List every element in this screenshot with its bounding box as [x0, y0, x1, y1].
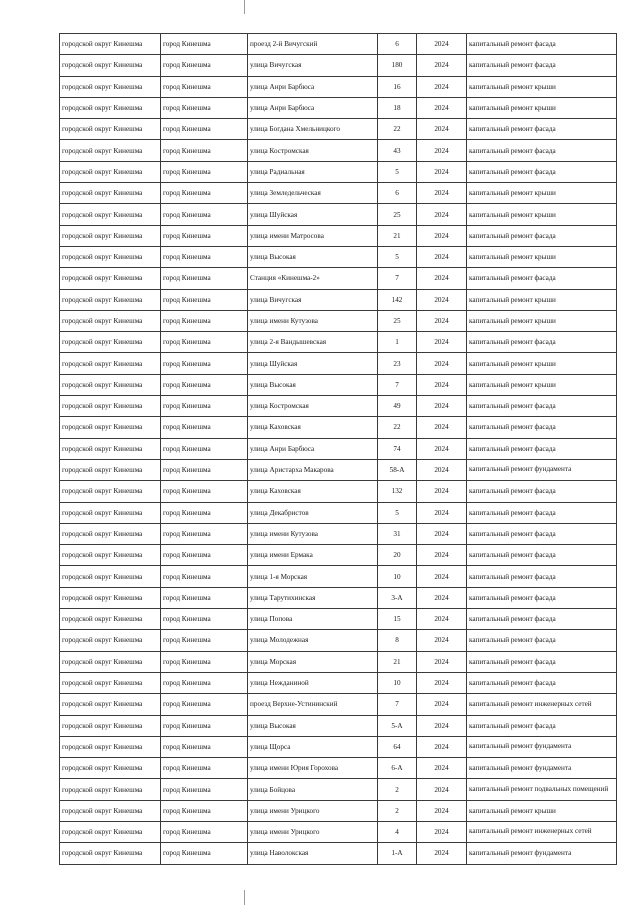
table-row: [60, 523, 617, 544]
table-row: [60, 651, 617, 672]
city-cell: город Кинешма: [161, 268, 248, 289]
table-row: [60, 481, 617, 502]
city-cell: город Кинешма: [161, 502, 248, 523]
district-cell: городской округ Кинешма: [60, 140, 161, 161]
work-type-cell: капитальный ремонт подвальных помещений: [467, 779, 617, 800]
city-cell: город Кинешма: [161, 630, 248, 651]
street-cell: проезд 2-й Вичугский: [248, 34, 378, 55]
district-cell: городской округ Кинешма: [60, 459, 161, 480]
district-cell: городской округ Кинешма: [60, 55, 161, 76]
street-cell: улица имени Юрия Горохова: [248, 758, 378, 779]
street-cell: улица Вичугская: [248, 55, 378, 76]
work-type-cell: капитальный ремонт фасада: [467, 651, 617, 672]
street-cell: улица Радиальная: [248, 161, 378, 182]
table-row: [60, 161, 617, 182]
year-cell: 2024: [417, 459, 467, 480]
street-cell: улица Высокая: [248, 246, 378, 267]
street-cell: улица Костромская: [248, 140, 378, 161]
city-cell: город Кинешма: [161, 481, 248, 502]
year-cell: 2024: [417, 609, 467, 630]
house-number-cell: 6-А: [378, 758, 417, 779]
table-row: [60, 332, 617, 353]
district-cell: городской округ Кинешма: [60, 76, 161, 97]
city-cell: город Кинешма: [161, 821, 248, 842]
house-number-cell: 180: [378, 55, 417, 76]
district-cell: городской округ Кинешма: [60, 161, 161, 182]
district-cell: городской округ Кинешма: [60, 821, 161, 842]
house-number-cell: 21: [378, 651, 417, 672]
city-cell: город Кинешма: [161, 459, 248, 480]
year-cell: 2024: [417, 310, 467, 331]
work-type-cell: капитальный ремонт фасада: [467, 502, 617, 523]
table-row: [60, 204, 617, 225]
table-row: [60, 246, 617, 267]
district-cell: городской округ Кинешма: [60, 353, 161, 374]
table-row: [60, 310, 617, 331]
city-cell: город Кинешма: [161, 310, 248, 331]
house-number-cell: 8: [378, 630, 417, 651]
city-cell: город Кинешма: [161, 289, 248, 310]
house-number-cell: 142: [378, 289, 417, 310]
work-type-cell: капитальный ремонт фундамента: [467, 736, 617, 757]
year-cell: 2024: [417, 119, 467, 140]
work-type-cell: капитальный ремонт фасада: [467, 332, 617, 353]
work-type-cell: капитальный ремонт фасада: [467, 161, 617, 182]
year-cell: 2024: [417, 672, 467, 693]
house-number-cell: 43: [378, 140, 417, 161]
year-cell: 2024: [417, 353, 467, 374]
work-type-cell: капитальный ремонт фасада: [467, 119, 617, 140]
year-cell: 2024: [417, 332, 467, 353]
work-type-cell: капитальный ремонт фундамента: [467, 758, 617, 779]
year-cell: 2024: [417, 821, 467, 842]
district-cell: городской округ Кинешма: [60, 374, 161, 395]
street-cell: улица имени Ермака: [248, 545, 378, 566]
table-row: [60, 736, 617, 757]
year-cell: 2024: [417, 566, 467, 587]
district-cell: городской округ Кинешма: [60, 34, 161, 55]
housing-repair-table: [59, 33, 617, 865]
table-row: [60, 779, 617, 800]
year-cell: 2024: [417, 523, 467, 544]
city-cell: город Кинешма: [161, 651, 248, 672]
table-row: [60, 34, 617, 55]
street-cell: улица 1-я Морская: [248, 566, 378, 587]
city-cell: город Кинешма: [161, 161, 248, 182]
top-fold-mark: [244, 0, 245, 14]
street-cell: улица Аристарха Макарова: [248, 459, 378, 480]
city-cell: город Кинешма: [161, 97, 248, 118]
district-cell: городской округ Кинешма: [60, 417, 161, 438]
street-cell: улица имени Урицкого: [248, 800, 378, 821]
city-cell: город Кинешма: [161, 119, 248, 140]
street-cell: улица Каховская: [248, 481, 378, 502]
table-body: [60, 34, 617, 865]
house-number-cell: 20: [378, 545, 417, 566]
district-cell: городской округ Кинешма: [60, 800, 161, 821]
district-cell: городской округ Кинешма: [60, 523, 161, 544]
house-number-cell: 31: [378, 523, 417, 544]
work-type-cell: капитальный ремонт крыши: [467, 374, 617, 395]
city-cell: город Кинешма: [161, 609, 248, 630]
year-cell: 2024: [417, 843, 467, 864]
house-number-cell: 2: [378, 800, 417, 821]
table-row: [60, 672, 617, 693]
house-number-cell: 5: [378, 502, 417, 523]
year-cell: 2024: [417, 140, 467, 161]
house-number-cell: 22: [378, 119, 417, 140]
house-number-cell: 49: [378, 396, 417, 417]
house-number-cell: 6: [378, 34, 417, 55]
house-number-cell: 58-А: [378, 459, 417, 480]
work-type-cell: капитальный ремонт фасада: [467, 566, 617, 587]
table-row: [60, 715, 617, 736]
work-type-cell: капитальный ремонт фасада: [467, 587, 617, 608]
work-type-cell: капитальный ремонт фасада: [467, 34, 617, 55]
table-row: [60, 268, 617, 289]
district-cell: городской округ Кинешма: [60, 758, 161, 779]
year-cell: 2024: [417, 268, 467, 289]
city-cell: город Кинешма: [161, 438, 248, 459]
city-cell: город Кинешма: [161, 183, 248, 204]
street-cell: улица Шуйская: [248, 204, 378, 225]
year-cell: 2024: [417, 183, 467, 204]
work-type-cell: капитальный ремонт фасада: [467, 140, 617, 161]
house-number-cell: 18: [378, 97, 417, 118]
city-cell: город Кинешма: [161, 140, 248, 161]
district-cell: городской округ Кинешма: [60, 183, 161, 204]
house-number-cell: 1-А: [378, 843, 417, 864]
table-row: [60, 417, 617, 438]
house-number-cell: 5: [378, 161, 417, 182]
city-cell: город Кинешма: [161, 246, 248, 267]
street-cell: улица Высокая: [248, 374, 378, 395]
work-type-cell: капитальный ремонт фасада: [467, 417, 617, 438]
city-cell: город Кинешма: [161, 34, 248, 55]
year-cell: 2024: [417, 481, 467, 502]
city-cell: город Кинешма: [161, 694, 248, 715]
street-cell: улица Морская: [248, 651, 378, 672]
work-type-cell: капитальный ремонт крыши: [467, 310, 617, 331]
street-cell: улица Щорса: [248, 736, 378, 757]
table-row: [60, 374, 617, 395]
table-row: [60, 694, 617, 715]
street-cell: улица имени Кутузова: [248, 523, 378, 544]
district-cell: городской округ Кинешма: [60, 268, 161, 289]
house-number-cell: 132: [378, 481, 417, 502]
year-cell: 2024: [417, 694, 467, 715]
district-cell: городской округ Кинешма: [60, 246, 161, 267]
table-row: [60, 545, 617, 566]
city-cell: город Кинешма: [161, 204, 248, 225]
district-cell: городской округ Кинешма: [60, 715, 161, 736]
work-type-cell: капитальный ремонт фасада: [467, 55, 617, 76]
house-number-cell: 25: [378, 310, 417, 331]
district-cell: городской округ Кинешма: [60, 609, 161, 630]
year-cell: 2024: [417, 55, 467, 76]
house-number-cell: 64: [378, 736, 417, 757]
city-cell: город Кинешма: [161, 758, 248, 779]
city-cell: город Кинешма: [161, 332, 248, 353]
table-row: [60, 630, 617, 651]
street-cell: улица Декабристов: [248, 502, 378, 523]
year-cell: 2024: [417, 545, 467, 566]
street-cell: улица Анри Барбюса: [248, 97, 378, 118]
house-number-cell: 5-А: [378, 715, 417, 736]
table-row: [60, 438, 617, 459]
district-cell: городской округ Кинешма: [60, 502, 161, 523]
street-cell: улица Анри Барбюса: [248, 76, 378, 97]
district-cell: городской округ Кинешма: [60, 843, 161, 864]
work-type-cell: капитальный ремонт крыши: [467, 289, 617, 310]
work-type-cell: капитальный ремонт фасада: [467, 481, 617, 502]
table-row: [60, 97, 617, 118]
year-cell: 2024: [417, 97, 467, 118]
table-row: [60, 758, 617, 779]
work-type-cell: капитальный ремонт фасада: [467, 396, 617, 417]
work-type-cell: капитальный ремонт фасада: [467, 609, 617, 630]
table-row: [60, 821, 617, 842]
street-cell: улица Тарутихинская: [248, 587, 378, 608]
table-row: [60, 566, 617, 587]
street-cell: Станция «Кинешма-2»: [248, 268, 378, 289]
house-number-cell: 7: [378, 268, 417, 289]
table-row: [60, 459, 617, 480]
house-number-cell: 22: [378, 417, 417, 438]
city-cell: город Кинешма: [161, 800, 248, 821]
house-number-cell: 10: [378, 566, 417, 587]
city-cell: город Кинешма: [161, 779, 248, 800]
work-type-cell: капитальный ремонт фасада: [467, 438, 617, 459]
street-cell: улица Бойцова: [248, 779, 378, 800]
year-cell: 2024: [417, 289, 467, 310]
street-cell: улица Наволокская: [248, 843, 378, 864]
street-cell: улица Молодежная: [248, 630, 378, 651]
work-type-cell: капитальный ремонт фасада: [467, 715, 617, 736]
street-cell: улица Попова: [248, 609, 378, 630]
year-cell: 2024: [417, 204, 467, 225]
table-row: [60, 396, 617, 417]
table-row: [60, 140, 617, 161]
house-number-cell: 25: [378, 204, 417, 225]
city-cell: город Кинешма: [161, 225, 248, 246]
city-cell: город Кинешма: [161, 736, 248, 757]
year-cell: 2024: [417, 502, 467, 523]
work-type-cell: капитальный ремонт фасада: [467, 225, 617, 246]
district-cell: городской округ Кинешма: [60, 694, 161, 715]
year-cell: 2024: [417, 161, 467, 182]
year-cell: 2024: [417, 651, 467, 672]
year-cell: 2024: [417, 758, 467, 779]
district-cell: городской округ Кинешма: [60, 289, 161, 310]
year-cell: 2024: [417, 630, 467, 651]
table-row: [60, 587, 617, 608]
table-row: [60, 609, 617, 630]
table-row: [60, 353, 617, 374]
work-type-cell: капитальный ремонт фундамента: [467, 459, 617, 480]
house-number-cell: 4: [378, 821, 417, 842]
street-cell: улица Вичугская: [248, 289, 378, 310]
bottom-fold-mark: [244, 890, 245, 905]
work-type-cell: капитальный ремонт фасада: [467, 630, 617, 651]
year-cell: 2024: [417, 396, 467, 417]
table-row: [60, 800, 617, 821]
year-cell: 2024: [417, 800, 467, 821]
city-cell: город Кинешма: [161, 672, 248, 693]
district-cell: городской округ Кинешма: [60, 545, 161, 566]
year-cell: 2024: [417, 736, 467, 757]
district-cell: городской округ Кинешма: [60, 630, 161, 651]
district-cell: городской округ Кинешма: [60, 481, 161, 502]
work-type-cell: капитальный ремонт крыши: [467, 204, 617, 225]
work-type-cell: капитальный ремонт крыши: [467, 97, 617, 118]
street-cell: улица имени Матросова: [248, 225, 378, 246]
table-row: [60, 55, 617, 76]
work-type-cell: капитальный ремонт фасада: [467, 672, 617, 693]
table-row: [60, 225, 617, 246]
district-cell: городской округ Кинешма: [60, 438, 161, 459]
street-cell: улица имени Кутузова: [248, 310, 378, 331]
house-number-cell: 23: [378, 353, 417, 374]
city-cell: город Кинешма: [161, 566, 248, 587]
work-type-cell: капитальный ремонт фасада: [467, 268, 617, 289]
table-row: [60, 183, 617, 204]
table-row: [60, 76, 617, 97]
year-cell: 2024: [417, 417, 467, 438]
city-cell: город Кинешма: [161, 353, 248, 374]
street-cell: улица Шуйская: [248, 353, 378, 374]
street-cell: улица Высокая: [248, 715, 378, 736]
year-cell: 2024: [417, 225, 467, 246]
house-number-cell: 10: [378, 672, 417, 693]
work-type-cell: капитальный ремонт инженерных сетей: [467, 694, 617, 715]
table-row: [60, 289, 617, 310]
district-cell: городской округ Кинешма: [60, 779, 161, 800]
house-number-cell: 5: [378, 246, 417, 267]
year-cell: 2024: [417, 587, 467, 608]
house-number-cell: 7: [378, 374, 417, 395]
district-cell: городской округ Кинешма: [60, 310, 161, 331]
work-type-cell: капитальный ремонт крыши: [467, 353, 617, 374]
street-cell: улица 2-я Вандышевская: [248, 332, 378, 353]
street-cell: улица имени Урицкого: [248, 821, 378, 842]
city-cell: город Кинешма: [161, 374, 248, 395]
year-cell: 2024: [417, 34, 467, 55]
city-cell: город Кинешма: [161, 587, 248, 608]
district-cell: городской округ Кинешма: [60, 97, 161, 118]
house-number-cell: 21: [378, 225, 417, 246]
district-cell: городской округ Кинешма: [60, 651, 161, 672]
district-cell: городской округ Кинешма: [60, 119, 161, 140]
work-type-cell: капитальный ремонт крыши: [467, 800, 617, 821]
city-cell: город Кинешма: [161, 843, 248, 864]
work-type-cell: капитальный ремонт инженерных сетей: [467, 821, 617, 842]
district-cell: городской округ Кинешма: [60, 396, 161, 417]
house-number-cell: 1: [378, 332, 417, 353]
street-cell: улица Богдана Хмельницкого: [248, 119, 378, 140]
year-cell: 2024: [417, 715, 467, 736]
year-cell: 2024: [417, 438, 467, 459]
table-row: [60, 119, 617, 140]
table-row: [60, 502, 617, 523]
street-cell: улица Анри Барбюса: [248, 438, 378, 459]
district-cell: городской округ Кинешма: [60, 566, 161, 587]
house-number-cell: 7: [378, 694, 417, 715]
city-cell: город Кинешма: [161, 715, 248, 736]
district-cell: городской округ Кинешма: [60, 587, 161, 608]
district-cell: городской округ Кинешма: [60, 204, 161, 225]
work-type-cell: капитальный ремонт фасада: [467, 545, 617, 566]
city-cell: город Кинешма: [161, 545, 248, 566]
table-row: [60, 843, 617, 864]
year-cell: 2024: [417, 779, 467, 800]
city-cell: город Кинешма: [161, 417, 248, 438]
work-type-cell: капитальный ремонт фасада: [467, 523, 617, 544]
street-cell: проезд Верхне-Устининский: [248, 694, 378, 715]
district-cell: городской округ Кинешма: [60, 672, 161, 693]
district-cell: городской округ Кинешма: [60, 225, 161, 246]
street-cell: улица Каховская: [248, 417, 378, 438]
work-type-cell: капитальный ремонт крыши: [467, 183, 617, 204]
house-number-cell: 2: [378, 779, 417, 800]
city-cell: город Кинешма: [161, 76, 248, 97]
work-type-cell: капитальный ремонт фундамента: [467, 843, 617, 864]
work-type-cell: капитальный ремонт крыши: [467, 76, 617, 97]
city-cell: город Кинешма: [161, 55, 248, 76]
district-cell: городской округ Кинешма: [60, 332, 161, 353]
city-cell: город Кинешма: [161, 396, 248, 417]
city-cell: город Кинешма: [161, 523, 248, 544]
district-cell: городской округ Кинешма: [60, 736, 161, 757]
year-cell: 2024: [417, 374, 467, 395]
house-number-cell: 15: [378, 609, 417, 630]
year-cell: 2024: [417, 246, 467, 267]
street-cell: улица Земледельческая: [248, 183, 378, 204]
year-cell: 2024: [417, 76, 467, 97]
house-number-cell: 16: [378, 76, 417, 97]
house-number-cell: 6: [378, 183, 417, 204]
house-number-cell: 74: [378, 438, 417, 459]
street-cell: улица Нежданиной: [248, 672, 378, 693]
street-cell: улица Костромская: [248, 396, 378, 417]
house-number-cell: 3-А: [378, 587, 417, 608]
work-type-cell: капитальный ремонт крыши: [467, 246, 617, 267]
